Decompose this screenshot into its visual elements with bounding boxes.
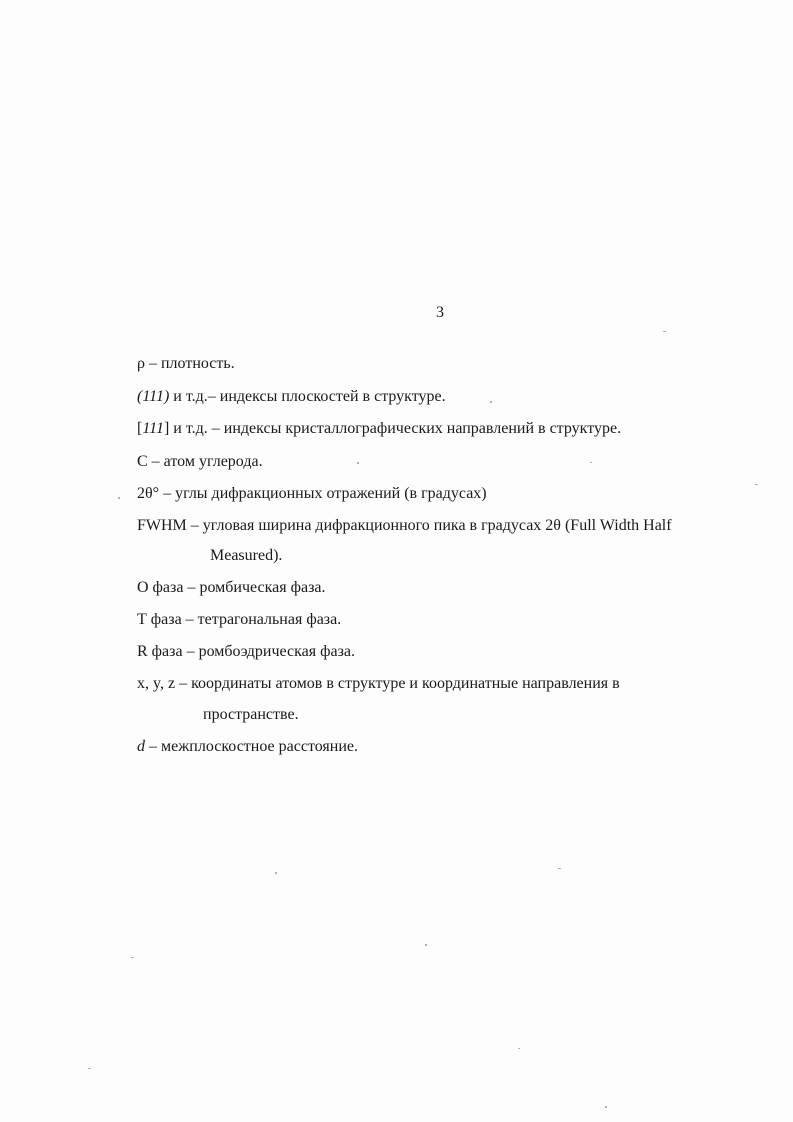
glossary-definition: – атом углерода. bbox=[147, 453, 263, 470]
scan-speck bbox=[88, 1068, 91, 1069]
glossary-term: FWHM bbox=[137, 517, 187, 534]
scan-speck bbox=[275, 872, 277, 874]
glossary-term: Т фаза bbox=[137, 611, 182, 628]
glossary-entry-r-phase bbox=[137, 642, 355, 662]
glossary-term: 111 bbox=[142, 420, 164, 437]
glossary-definition: и т.д.– индексы плоскостей в структуре. bbox=[169, 388, 446, 405]
glossary-entry-plane-indices bbox=[137, 387, 446, 407]
glossary-entry-coordinates-continuation: пространстве. bbox=[203, 706, 299, 723]
glossary-definition: – угловая ширина дифракционного пика в градусах 2θ (Full Width Half bbox=[186, 517, 672, 534]
glossary-entry-t-phase bbox=[137, 610, 341, 630]
scan-speck bbox=[131, 957, 134, 958]
scan-speck bbox=[590, 462, 592, 463]
glossary-entry-fwhm bbox=[137, 516, 672, 536]
scan-speck bbox=[663, 331, 666, 332]
glossary-prefix: [ bbox=[137, 420, 143, 437]
glossary-entry-density bbox=[137, 354, 235, 374]
glossary-definition: – углы дифракционных отражений (в градусах) bbox=[159, 485, 487, 502]
glossary-definition: – плотность. bbox=[144, 355, 235, 372]
page-number: 3 bbox=[436, 304, 444, 321]
glossary-term: С bbox=[137, 453, 148, 470]
scan-speck bbox=[558, 868, 561, 869]
glossary-term: 2θ° bbox=[137, 485, 160, 502]
glossary-entry-direction-indices bbox=[137, 419, 621, 439]
glossary-entry-carbon bbox=[137, 452, 263, 472]
glossary-entry-interplanar-distance bbox=[137, 737, 358, 757]
glossary-definition: – ромбоэдрическая фаза. bbox=[182, 643, 355, 660]
glossary-term: (111) bbox=[137, 388, 170, 405]
glossary-term: R фаза bbox=[137, 643, 183, 660]
scan-speck bbox=[605, 1106, 607, 1108]
scan-speck bbox=[425, 944, 427, 946]
glossary-term: ρ bbox=[137, 355, 145, 372]
glossary-term: x, y, z bbox=[137, 675, 176, 692]
glossary-term: d bbox=[137, 738, 145, 755]
glossary-entry-o-phase bbox=[137, 578, 326, 598]
glossary-term: О фаза bbox=[137, 579, 184, 596]
scan-speck bbox=[490, 401, 492, 403]
scan-speck bbox=[118, 497, 120, 499]
glossary-definition: – межплоскостное расстояние. bbox=[145, 738, 359, 755]
scan-speck bbox=[755, 484, 758, 485]
glossary-entry-diffraction-angles bbox=[137, 484, 487, 504]
glossary-definition: – координаты атомов в структуре и координатные направления в bbox=[175, 675, 620, 692]
glossary-entry-coordinates bbox=[137, 674, 620, 694]
scan-speck bbox=[518, 1048, 520, 1049]
glossary-definition: – тетрагональная фаза. bbox=[181, 611, 342, 628]
glossary-entry-fwhm-continuation: Measured). bbox=[210, 547, 283, 564]
glossary-definition: – ромбическая фаза. bbox=[183, 579, 326, 596]
glossary-definition: ] и т.д. – индексы кристаллографических направлений в структуре. bbox=[163, 420, 622, 437]
scan-speck bbox=[357, 462, 359, 464]
